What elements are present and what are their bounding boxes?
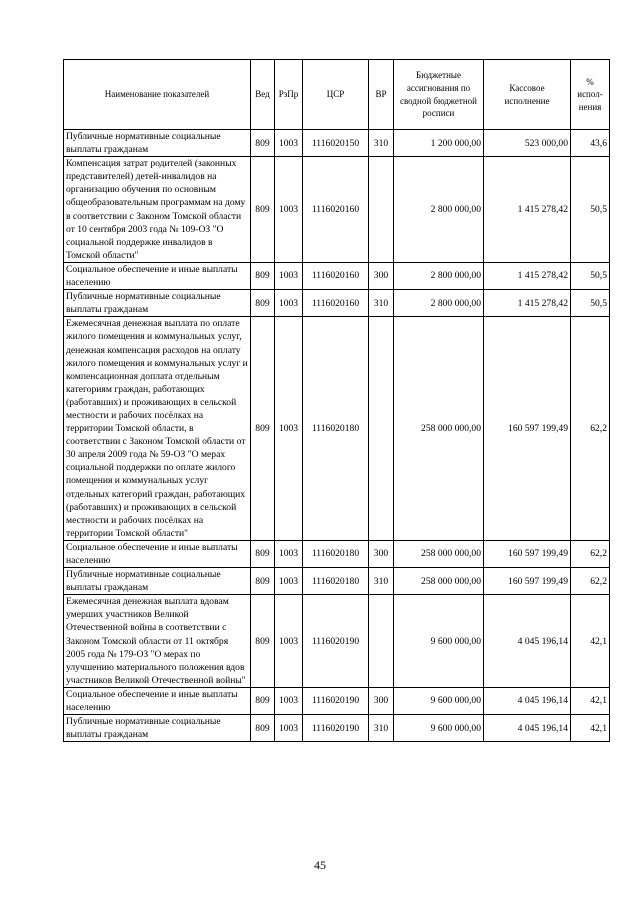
cell-percent: 62,2 bbox=[571, 540, 610, 567]
cell-percent: 62,2 bbox=[571, 568, 610, 595]
cell-vr: 310 bbox=[369, 568, 394, 595]
table-row bbox=[64, 568, 610, 595]
cell-csr: 1116020190 bbox=[303, 595, 369, 688]
cell-percent: 42,1 bbox=[571, 715, 610, 742]
cell-budget: 9 600 000,00 bbox=[394, 687, 484, 714]
table-row bbox=[64, 157, 610, 263]
cell-rzpr: 1003 bbox=[275, 715, 303, 742]
table-row bbox=[64, 317, 610, 541]
cell-ved: 809 bbox=[251, 130, 275, 157]
cell-ved: 809 bbox=[251, 540, 275, 567]
header-csr: ЦСР bbox=[303, 60, 369, 130]
cell-name: Компенсация затрат родителей (законных представителей) детей-инвалидов на организацию обучения по основным общеобразовательным программам на дому в соответствии с Законом Томской области от 10 сентября 2003 года № 109-ОЗ "О социальной поддержке инвалидов в Томской области" bbox=[64, 157, 251, 263]
header-budget: Бюджетные ассигнования по сводной бюджетной росписи bbox=[394, 60, 484, 130]
header-name: Наименование показателей bbox=[64, 60, 251, 130]
header-cash: Кассовое исполнение bbox=[484, 60, 571, 130]
cell-name: Публичные нормативные социальные выплаты гражданам bbox=[64, 130, 251, 157]
cell-csr: 1116020180 bbox=[303, 540, 369, 567]
cell-name: Публичные нормативные социальные выплаты гражданам bbox=[64, 290, 251, 317]
cell-rzpr: 1003 bbox=[275, 568, 303, 595]
cell-name: Ежемесячная денежная выплата по оплате жилого помещения и коммунальных услуг, денежная компенсация расходов на оплату жилого помещения и коммунальных услуг и компенсационная доплата отдельным категориям граждан, работающих (работавших) и проживающих в сельской местности и рабочих посёлках на территории Томской области, в соответствии с Законом Томской области от 30 апреля 2009 года № 59-ОЗ "О мерах социальной поддержки по оплате жилого помещения и коммунальных услуг отдельных категорий граждан, работающих (работавших) и проживающих в сельской местности и рабочих посёлках на территории Томской области" bbox=[64, 317, 251, 541]
cell-csr: 1116020180 bbox=[303, 317, 369, 541]
cell-ved: 809 bbox=[251, 715, 275, 742]
cell-cash: 523 000,00 bbox=[484, 130, 571, 157]
cell-vr: 300 bbox=[369, 262, 394, 289]
cell-vr bbox=[369, 157, 394, 263]
cell-vr bbox=[369, 595, 394, 688]
cell-name: Публичные нормативные социальные выплаты гражданам bbox=[64, 715, 251, 742]
table-row bbox=[64, 715, 610, 742]
cell-ved: 809 bbox=[251, 687, 275, 714]
cell-percent: 50,5 bbox=[571, 157, 610, 263]
cell-percent: 50,5 bbox=[571, 262, 610, 289]
cell-percent: 50,5 bbox=[571, 290, 610, 317]
cell-rzpr: 1003 bbox=[275, 157, 303, 263]
table-row bbox=[64, 595, 610, 688]
cell-percent: 43,6 bbox=[571, 130, 610, 157]
cell-budget: 2 800 000,00 bbox=[394, 262, 484, 289]
cell-cash: 160 597 199,49 bbox=[484, 317, 571, 541]
cell-csr: 1116020180 bbox=[303, 568, 369, 595]
table-row bbox=[64, 290, 610, 317]
cell-budget: 9 600 000,00 bbox=[394, 715, 484, 742]
cell-ved: 809 bbox=[251, 317, 275, 541]
table-row bbox=[64, 262, 610, 289]
cell-rzpr: 1003 bbox=[275, 130, 303, 157]
cell-cash: 1 415 278,42 bbox=[484, 157, 571, 263]
cell-csr: 1116020150 bbox=[303, 130, 369, 157]
cell-percent: 42,1 bbox=[571, 687, 610, 714]
cell-ved: 809 bbox=[251, 595, 275, 688]
cell-csr: 1116020160 bbox=[303, 290, 369, 317]
cell-cash: 4 045 196,14 bbox=[484, 687, 571, 714]
cell-vr: 310 bbox=[369, 715, 394, 742]
page-number: 45 bbox=[314, 858, 326, 872]
cell-ved: 809 bbox=[251, 262, 275, 289]
cell-rzpr: 1003 bbox=[275, 290, 303, 317]
table-header-row bbox=[64, 60, 610, 130]
cell-name: Ежемесячная денежная выплата вдовам умерших участников Великой Отечественной войны в соответствии с Законом Томской области от 11 октября 2005 года № 179-ОЗ "О мерах по улучшению материального положения вдов участников Великой Отечественной войны" bbox=[64, 595, 251, 688]
cell-cash: 160 597 199,49 bbox=[484, 568, 571, 595]
cell-ved: 809 bbox=[251, 290, 275, 317]
header-vr: ВР bbox=[369, 60, 394, 130]
cell-rzpr: 1003 bbox=[275, 540, 303, 567]
cell-budget: 1 200 000,00 bbox=[394, 130, 484, 157]
cell-vr: 300 bbox=[369, 687, 394, 714]
cell-name: Социальное обеспечение и иные выплаты населению bbox=[64, 262, 251, 289]
header-percent: % испол-нения bbox=[571, 60, 610, 130]
cell-rzpr: 1003 bbox=[275, 262, 303, 289]
cell-rzpr: 1003 bbox=[275, 317, 303, 541]
cell-name: Публичные нормативные социальные выплаты гражданам bbox=[64, 568, 251, 595]
cell-vr: 300 bbox=[369, 540, 394, 567]
cell-ved: 809 bbox=[251, 568, 275, 595]
cell-percent: 42,1 bbox=[571, 595, 610, 688]
cell-ved: 809 bbox=[251, 157, 275, 263]
cell-budget: 9 600 000,00 bbox=[394, 595, 484, 688]
cell-vr bbox=[369, 317, 394, 541]
cell-vr: 310 bbox=[369, 130, 394, 157]
budget-execution-table bbox=[63, 59, 610, 742]
cell-vr: 310 bbox=[369, 290, 394, 317]
cell-cash: 1 415 278,42 bbox=[484, 290, 571, 317]
cell-csr: 1116020190 bbox=[303, 715, 369, 742]
cell-csr: 1116020160 bbox=[303, 157, 369, 263]
cell-percent: 62,2 bbox=[571, 317, 610, 541]
cell-rzpr: 1003 bbox=[275, 687, 303, 714]
cell-cash: 4 045 196,14 bbox=[484, 715, 571, 742]
cell-budget: 258 000 000,00 bbox=[394, 317, 484, 541]
cell-budget: 2 800 000,00 bbox=[394, 290, 484, 317]
cell-csr: 1116020190 bbox=[303, 687, 369, 714]
table-row bbox=[64, 540, 610, 567]
cell-budget: 258 000 000,00 bbox=[394, 568, 484, 595]
cell-csr: 1116020160 bbox=[303, 262, 369, 289]
cell-cash: 4 045 196,14 bbox=[484, 595, 571, 688]
header-ved: Вед bbox=[251, 60, 275, 130]
header-rzpr: РзПр bbox=[275, 60, 303, 130]
cell-budget: 258 000 000,00 bbox=[394, 540, 484, 567]
cell-name: Социальное обеспечение и иные выплаты населению bbox=[64, 687, 251, 714]
cell-cash: 1 415 278,42 bbox=[484, 262, 571, 289]
cell-cash: 160 597 199,49 bbox=[484, 540, 571, 567]
cell-rzpr: 1003 bbox=[275, 595, 303, 688]
table-row bbox=[64, 687, 610, 714]
cell-name: Социальное обеспечение и иные выплаты населению bbox=[64, 540, 251, 567]
cell-budget: 2 800 000,00 bbox=[394, 157, 484, 263]
table-row bbox=[64, 130, 610, 157]
